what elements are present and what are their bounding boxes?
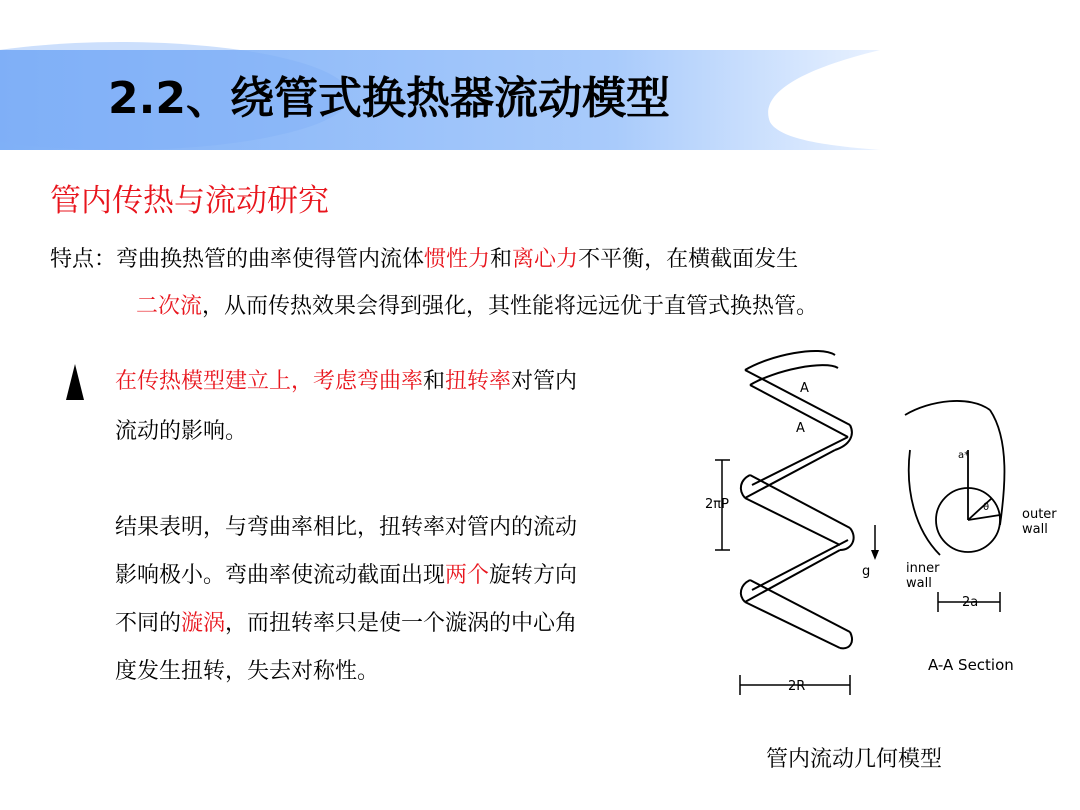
label-2R: 2R: [788, 679, 806, 694]
helical-coil: [741, 351, 854, 648]
label-A-bottom: A: [796, 421, 805, 436]
page-title: 2.2、绕管式换热器流动模型: [108, 73, 670, 124]
highlight-text: 在传热模型建立上，考虑弯曲率: [115, 369, 424, 394]
label-inner: inner: [906, 561, 940, 576]
highlight-vortex: 漩涡: [181, 611, 226, 636]
helical-tube-diagram: [700, 340, 1060, 710]
section-subtitle: 管内传热与流动研究: [50, 183, 329, 219]
label-section: A-A Section: [928, 656, 1014, 674]
text-segment: 影响极小。弯曲率使流动截面出现: [115, 563, 446, 588]
highlight-two: 两个: [445, 563, 490, 588]
triangle-bullet-icon: [66, 364, 84, 400]
text-segment: 不同的: [115, 611, 182, 636]
bullet-line-4: [115, 558, 577, 589]
label-2a: 2a: [962, 595, 979, 610]
figure-caption: 管内流动几何模型: [766, 747, 943, 772]
label-outer: outer: [1022, 507, 1057, 522]
text-segment: 特点：弯曲换热管的曲率使得管内流体: [50, 247, 425, 272]
bullet-line-6: 度发生扭转，失去对称性。: [115, 659, 380, 684]
label-g: g: [862, 564, 871, 579]
feature-paragraph-line-1: [50, 242, 798, 273]
cross-section: [905, 401, 1004, 555]
highlight-centrifugal: 离心力: [512, 247, 579, 272]
gravity-arrow-icon: [871, 550, 879, 560]
label-outer-wall: wall: [1022, 522, 1048, 537]
label-inner-wall: wall: [906, 576, 932, 591]
text-segment: 不平衡，在横截面发生: [578, 247, 799, 272]
text-segment: 和: [423, 369, 446, 394]
text-segment: 和: [490, 247, 513, 272]
label-theta: θ: [983, 502, 990, 513]
text-segment: 对管内: [511, 369, 578, 394]
bullet-line-1: [115, 364, 577, 395]
text-segment: ，而扭转率只是使一个漩涡的中心角: [225, 611, 578, 636]
bullet-line-2: 流动的影响。: [115, 419, 248, 444]
highlight-inertia: 惯性力: [424, 247, 491, 272]
feature-paragraph-line-2: [136, 289, 818, 320]
highlight-torsion: 扭转率: [445, 369, 512, 394]
highlight-secondary-flow: 二次流: [136, 294, 203, 319]
label-2piP: 2πP: [705, 497, 729, 512]
label-a-star: a*: [958, 450, 970, 461]
bullet-line-3: 结果表明，与弯曲率相比，扭转率对管内的流动: [115, 515, 578, 540]
text-segment: ，从而传热效果会得到强化，其性能将远远优于直管式换热管。: [202, 294, 819, 319]
bullet-line-5: [115, 606, 577, 637]
text-segment: 旋转方向: [489, 563, 578, 588]
label-A-top: A: [800, 381, 809, 396]
